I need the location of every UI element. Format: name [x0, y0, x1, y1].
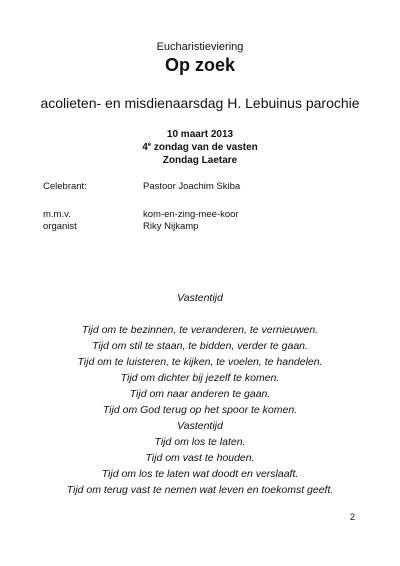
poem-line: Tijd om dichter bij jezelf te komen.	[120, 372, 280, 384]
poem-line: Tijd om terug vast te nemen wat leven en toekomst geeft.	[66, 484, 334, 496]
poem-line: Tijd om los te laten wat doodt en verslaaft.	[101, 468, 299, 480]
page-number: 2	[349, 512, 355, 522]
sunday-text: zondag van de vasten	[151, 142, 258, 153]
date-block	[0, 128, 400, 167]
poem-line: Tijd om stil te staan, te bidden, verder te gaan.	[92, 340, 308, 352]
sunday-name: Zondag Laetare	[162, 155, 238, 166]
celebrant-label: Celebrant:	[43, 181, 87, 192]
poem-line: Vastentijd	[177, 420, 223, 432]
service-type: Eucharistieviering	[156, 41, 244, 53]
poem-line: Tijd om te bezinnen, te veranderen, te vernieuwen.	[81, 324, 319, 336]
mmv-value: kom-en-zing-mee-koor	[143, 209, 239, 220]
mmv-label: m.m.v.	[43, 209, 71, 220]
celebrant-value: Pastoor Joachim Skiba	[143, 181, 241, 192]
organist-label: organist	[43, 221, 77, 232]
sunday-suffix: e	[147, 142, 152, 148]
poem-line: Tijd om God terug op het spoor te komen.	[102, 404, 298, 416]
sunday-line	[0, 141, 400, 154]
poem-heading: Vastentijd	[177, 292, 223, 304]
poem	[0, 290, 400, 498]
organist-value: Riky Nijkamp	[143, 221, 199, 232]
date-line: 10 maart 2013	[166, 129, 234, 140]
poem-line: Tijd om los te laten.	[154, 436, 246, 448]
poem-line: Tijd om te luisteren, te kijken, te voelen, te handelen.	[77, 356, 323, 368]
poem-line: Tijd om naar anderen te gaan.	[129, 388, 271, 400]
occasion-line: acolieten- en misdienaarsdag H. Lebuinus parochie	[40, 95, 360, 111]
poem-line: Tijd om vast te houden.	[145, 452, 255, 464]
sunday-number: 4	[142, 142, 148, 153]
page-title: Op zoek	[164, 55, 235, 75]
